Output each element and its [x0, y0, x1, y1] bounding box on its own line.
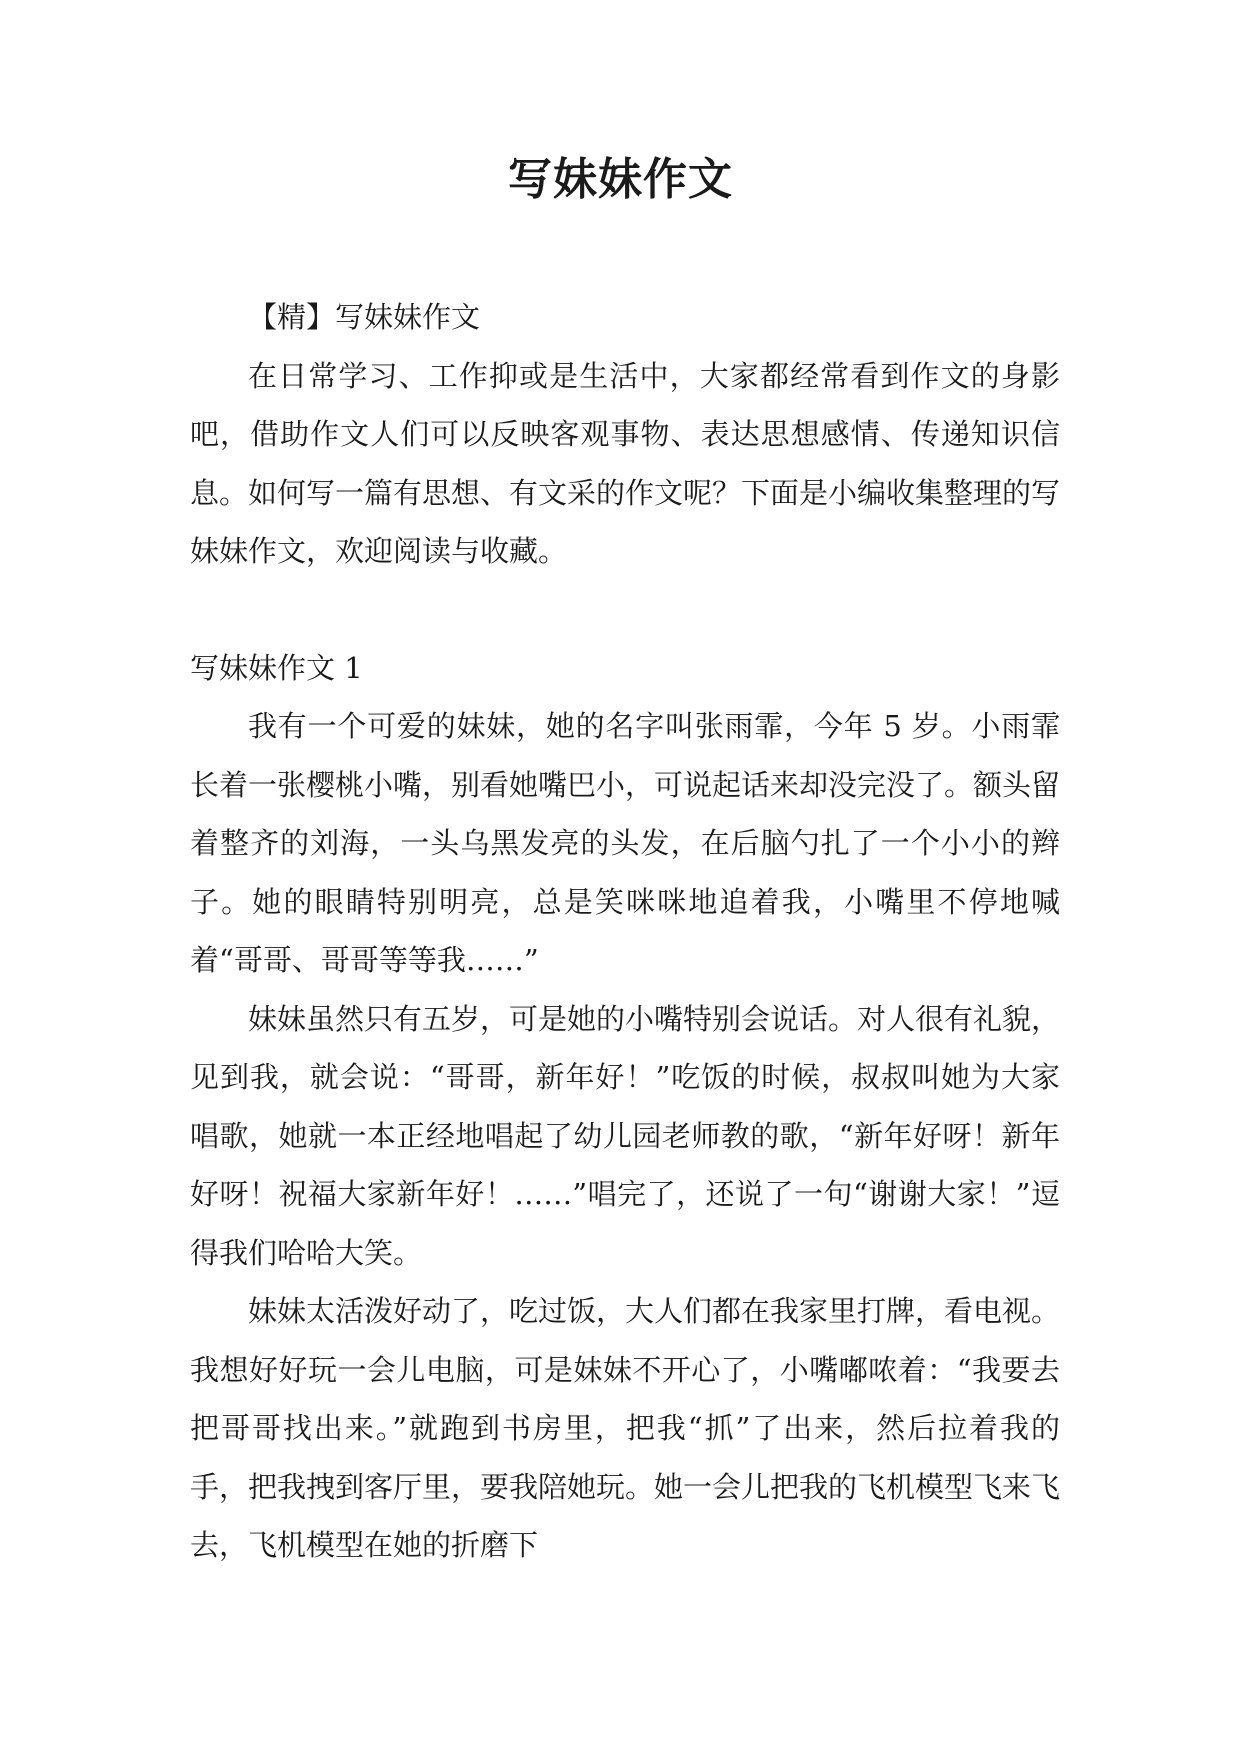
body-paragraph: 我有一个可爱的妹妹，她的名字叫张雨霏，今年 5 岁。小雨霏长着一张樱桃小嘴，别看她嘴巴小，可说起话来却没完没了。额头留着整齐的刘海，一头乌黑发亮的头发，在后脑勺扎了一个小小的辫子。她的眼睛特别明亮，总是笑咪咪地追着我，小嘴里不停地喊着“哥哥、哥哥等等我……”: [190, 709, 1061, 977]
section-heading: 写妹妹作文 1: [190, 650, 363, 685]
tag-line: 【精】写妹妹作文: [248, 300, 481, 334]
intro-paragraph: 在日常学习、工作抑或是生活中，大家都经常看到作文的身影吧，借助作文人们可以反映客观事物、表达思想感情、传递知识信息。如何写一篇有思想、有文采的作文呢？下面是小编收集整理的写妹妹作文，欢迎阅读与收藏。: [190, 358, 1061, 568]
body-paragraph: 妹妹虽然只有五岁，可是她的小嘴特别会说话。对人很有礼貌，见到我，就会说：“哥哥，新年好！”吃饭的时候，叔叔叫她为大家唱歌，她就一本正经地唱起了幼儿园老师教的歌，“新年好呀！新年好呀！祝福大家新年好！……”唱完了，还说了一句“谢谢大家！”逗得我们哈哈大笑。: [190, 1001, 1061, 1270]
spacer: [190, 581, 1060, 639]
body-paragraph: 妹妹太活泼好动了，吃过饭，大人们都在我家里打牌，看电视。我想好好玩一会儿电脑，可是妹妹不开心了，小嘴嘟哝着：“我要去把哥哥找出来。”就跑到书房里，把我“抓”了出来，然后拉着我的手，把我拽到客厅里，要我陪她玩。她一会儿把我的飞机模型飞来飞去，飞机模型在她的折磨下: [190, 1294, 1061, 1562]
document-title: 写妹妹作文: [508, 154, 733, 205]
document-body: [190, 288, 1060, 1575]
